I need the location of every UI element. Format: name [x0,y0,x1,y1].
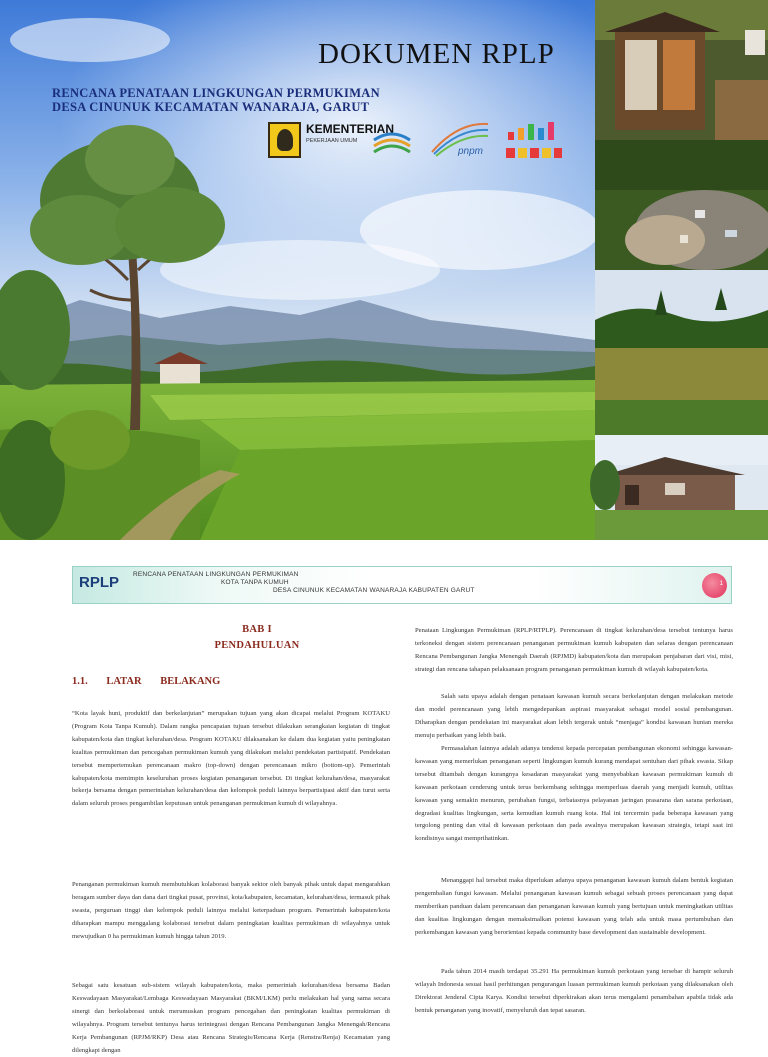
page-number-badge: 1 [702,573,727,598]
kotaku-logo-icon [372,122,412,158]
right-paragraph-2: Salah satu upaya adalah dengan penataan kawasan kumuh secara berkelanjutan dengan melakukan metode dan model perencanaan yang lebih mengedepankan aspirasi masyarakat sebagai model sosial pembangunan. Diharapkan dengan pendekatan ini masyarakat akan lebih tergerak untuk “menjaga” kondisi kawasan hunian mereka menuju perbaikan yang lebih baik. [415,693,733,739]
left-paragraph-2: Penanganan permukiman kumuh membutuhkan kolaborasi banyak sektor oleh banyak pihak untuk dapat mengarahkan beragam sumber daya dan dana dari tingkat pusat, provinsi, kota/kabupaten, kecamatan, kelurahan/desa, termasuk pihak swasta, perguruan tinggi dan kelompok peduli lainnya melalui keterpaduan program. Pemerintah kabupaten/kota diharapkan mampu menggalang kolaborasi tersebut dalam peningkatan kualitas permukiman di wilayahnya untuk mewujudkan 0 ha permukiman kumuh hingga tahun 2019. [72,881,390,940]
cover-landscape-photo [0,0,595,540]
document-title: DOKUMEN RPLP [318,38,555,70]
left-paragraph-3: Sebagai satu kesatuan sub-sistem wilayah kabupaten/kota, maka pemerintah kelurahan/desa bersama Badan Keswadayaan Masyarakat/Lembaga Keswadayaan Masyarakat (BKM/LKM) perlu melakukan hal yang sama secara sinergi dan berkolaborasi untuk merumuskan program pencegahan dan peningkatan kualitas permukiman di wilayahnya. Program tersebut tentunya harus terintegrasi dengan Rencana Pembangunan Jangka Menengah/Rencana Kerja Pembangunan (RPJM/RKP) Desa atau Rencana Strategis/Rencana Kerja (Renstra/Renja) Kecamatan yang dilengkapi dengan [72,982,390,1054]
photo-village-houses [595,435,768,540]
right-paragraph-5: Pada tahun 2014 masih terdapat 35.291 Ha permukiman kumuh perkotaan yang tersebar di hampir seluruh wilayah Indonesia sesuai hasil perhitungan pengurangan luasan permukiman kumuh perkotaan yang dilaksanakan oleh Direktorat Jenderal Cipta Karya. Kondisi tersebut diperkirakan akan terus mengalami penambahan apabila tidak ada bentuk penanganan yang inovatif, menyeluruh dan tepat sasaran. [415,968,733,1014]
section-heading: 1.1. LATAR BELAKANG [72,676,221,687]
kementerian-logo-title: KEMENTERIAN [306,122,395,136]
pnpm-logo-text: pnpm [458,146,484,157]
photo-wooden-shack [595,0,768,140]
header-line2: KOTA TANPA KUMUH [221,579,289,586]
page-header-banner [72,566,732,604]
city-program-logo-icon [504,118,564,166]
header-line3: DESA CINUNUK KECAMATAN WANARAJA KABUPATEN GARUT [273,587,475,594]
left-paragraph-1: “Kota layak huni, produktif dan berkelanjutan” merupakan tujuan yang akan dicapai melalui Program KOTAKU (Program Kota Tanpa Kumuh). Dalam rangka pencapaian tujuan tersebut dilakukan serangkaian kegiatan di tingkat kabupaten/kota dan tingkat kelurahan/desa. Program KOTAKU dilaksanakan ke dalam dua kegiatan yaitu peningkatan kualitas permukiman dan pencegahan permukiman kumuh yang dilakukan melalui pendekatan partisipatif. Pendekatan tersebut mempertemukan perencanaan makro (top-down) dengan perencanaan mikro (bottom-up). Pemerintah kabupaten/kota memimpin keseluruhan proses kegiatan penanganan tersebut. Di tingkat kelurahan/desa, masyarakat bekerja bersama dengan pemerintahan kelurahan/desa dan kelompok peduli lainnya berpartisipasi aktif dan turut serta dalam seluruh proses pengambilan keputusan untuk penanganan permukiman kumuh di wilayahnya. [72,710,390,808]
sponsor-logos [268,118,568,168]
photo-green-pond [595,270,768,435]
chapter-label: BAB I [242,624,272,635]
document-subtitle-line2: DESA CINUNUK KECAMATAN WANARAJA, GARUT [52,100,370,114]
header-rplp-logo: RPLP [79,574,120,591]
photo-trash-pile [595,140,768,270]
document-subtitle-line1: RENCANA PENATAAN LINGKUNGAN PERMUKIMAN [52,86,380,100]
header-line1: RENCANA PENATAAN LINGKUNGAN PERMUKIMAN [133,571,299,578]
right-paragraph-3: Permasalahan lainnya adalah adanya tendensi kepada percepatan pembangunan ekonomi sehingga kawasan-kawasan yang memerlukan penanganan seperti lingkungan kumuh kurang mendapat sentuhan dari pihak swasta. Sikap tersebut ditambah dengan kurangnya kesadaran masyarakat yang menyebabkan kawasan permukiman kumuh di kawasan perkotaan cenderung untuk terus berkembang sehingga memperluas daerah yang menjadi kumuh, utilitas kawasan yang semakin menurun, perubahan fungsi, terbatasnya pelayanan jaringan prasarana dan sarana perkotaan, degradasi kualitas lingkungan, serta kemudian kumuh ruang kota. Hal ini tercermin pada beberapa kawasan yang tergolong penting dan vital di kawasan perkotaan dan pada awalnya merupakan kawasan strategis, tetapi saat ini kondisinya sangat memprihatinkan. [415,745,733,843]
kementerian-pu-logo-icon [268,122,301,158]
cover-photo-strip [595,0,768,540]
chapter-title: PENDAHULUAN [214,640,300,651]
right-paragraph-4: Menanggapi hal tersebut maka diperlukan adanya upaya penanganan kawasan kumuh dalam bentuk kegiatan pengembalian fungsi kawasan. Melalui penanganan kawasan kumuh sebagai sebuah proses perencanaan yang dapat memberikan panduan dalam perencanaan dan penanganan kawasan kumuh yang bertujuan untuk meningkatkan utilitas dan kualitas lingkungan dengan memaksimalkan potensi kawasan yang telah ada untuk masa pertumbuhan dan perkembangan kawasan yang berorientasi kepada community base development dan sustainable development. [415,877,733,936]
right-paragraph-1: Penataan Lingkungan Permukiman (RPLP/RTPLP). Perencanaan di tingkat kelurahan/desa tersebut tentunya harus terkoneksi dengan sistem perencanaan penanganan permukiman kumuh kabupaten dan selaras dengan perencanaan Rencana Pembangunan Jangka Menengah Daerah (RPJMD) kabupaten/kota dan merupakan penjabaran dari visi, misi, strategi dan rencana tahapan pelaksanaan program penanganan permukiman kumuh di wilayah kabupaten/kota. [415,627,733,673]
kementerian-logo-subtitle: PEKERJAAN UMUM [306,138,358,144]
